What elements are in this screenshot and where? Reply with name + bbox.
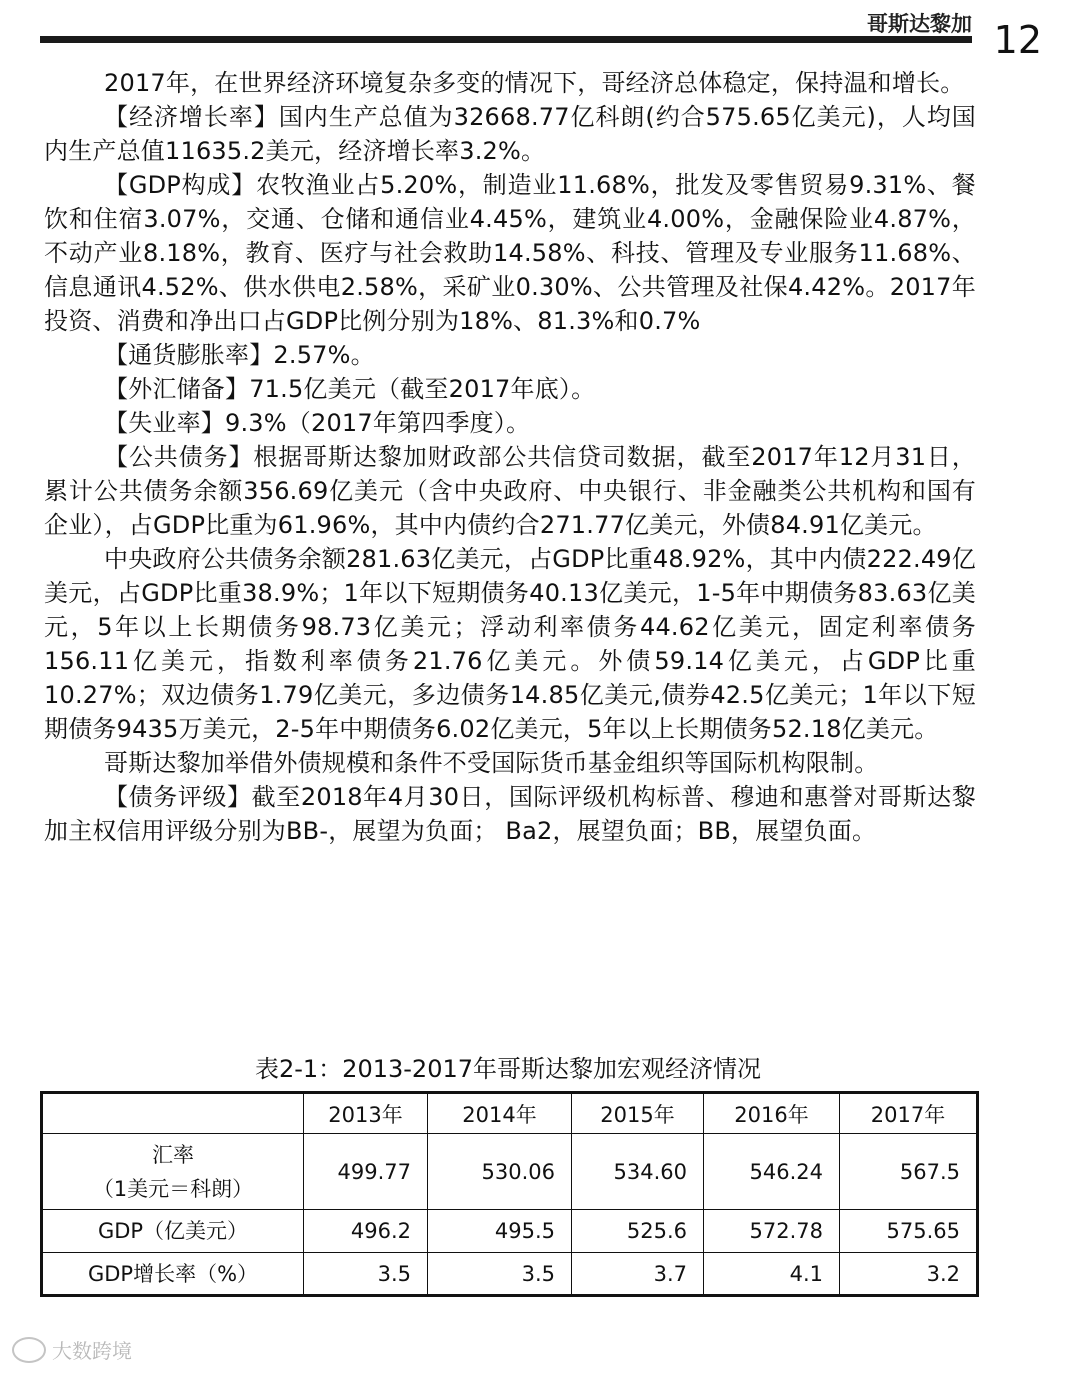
table-cell: 3.7: [572, 1253, 704, 1296]
page-number: 12: [993, 18, 1042, 62]
row-label: GDP（亿美元）: [42, 1210, 304, 1253]
row-label: [42, 1134, 304, 1210]
table-cell: 530.06: [428, 1134, 572, 1210]
table-row-gdp-growth: [42, 1253, 978, 1296]
table-cell: 3.5: [304, 1253, 428, 1296]
table-header-cell: 2014年: [428, 1093, 572, 1134]
body-text: [44, 66, 976, 848]
table-cell: 546.24: [704, 1134, 840, 1210]
paragraph-central-gov-debt: 中央政府公共债务余额281.63亿美元，占GDP比重48.92%，其中内债222.49亿美元，占GDP比重38.9%；1年以下短期债务40.13亿美元，1-5年中期债务83.63亿美元，5年以上长期债务98.73亿美元；浮动利率债务44.62亿美元，固定利率债务156.11亿美元，指数利率债务21.76亿美元。外债59.14亿美元，占GDP比重10.27%；双边债务1.79亿美元，多边债务14.85亿美元,债券42.5亿美元；1年以下短期债务9435万美元，2-5年中期债务6.02亿美元，5年以上长期债务52.18亿美元。: [44, 545, 976, 743]
paragraph-growth-rate: 【经济增长率】国内生产总值为32668.77亿科朗(约合575.65亿美元)，人均国内生产总值11635.2美元，经济增长率3.2%。: [44, 103, 976, 165]
table-cell: 3.5: [428, 1253, 572, 1296]
table-cell: 495.5: [428, 1210, 572, 1253]
row-label: GDP增长率（%）: [42, 1253, 304, 1296]
paragraph-fx-reserves: 【外汇储备】71.5亿美元（截至2017年底）。: [104, 375, 596, 403]
table-cell: 4.1: [704, 1253, 840, 1296]
table-cell: 499.77: [304, 1134, 428, 1210]
running-header-title: 哥斯达黎加: [867, 12, 972, 36]
table-row-gdp: [42, 1210, 978, 1253]
header-rule: [40, 36, 972, 43]
table-cell: 567.5: [840, 1134, 978, 1210]
watermark: [12, 1335, 132, 1364]
table-cell: 572.78: [704, 1210, 840, 1253]
table-row-exchange-rate: [42, 1134, 978, 1210]
table-header-cell: 2016年: [704, 1093, 840, 1134]
paragraph-external-debt-limits: 哥斯达黎加举借外债规模和条件不受国际货币基金组织等国际机构限制。: [104, 749, 879, 777]
table-header-row: [42, 1093, 978, 1134]
weibo-logo-icon: [12, 1337, 46, 1363]
table-header-cell: 2013年: [304, 1093, 428, 1134]
table-header-cell: 2015年: [572, 1093, 704, 1134]
paragraph-gdp-composition: 【GDP构成】农牧渔业占5.20%，制造业11.68%，批发及零售贸易9.31%、餐饮和住宿3.07%，交通、仓储和通信业4.45%，建筑业4.00%，金融保险业4.87%，不动产业8.18%，教育、医疗与社会救助14.58%、科技、管理及专业服务11.68%、信息通讯4.52%、供水供电2.58%，采矿业0.30%、公共管理及社保4.42%。2017年投资、消费和净出口占GDP比例分别为18%、81.3%和0.7%: [44, 171, 976, 335]
table-cell: 525.6: [572, 1210, 704, 1253]
macro-economy-table: [40, 1091, 979, 1297]
paragraph-unemployment: 【失业率】9.3%（2017年第四季度）。: [104, 409, 531, 437]
table-header-cell: 2017年: [840, 1093, 978, 1134]
table-cell: 534.60: [572, 1134, 704, 1210]
table-cell: 496.2: [304, 1210, 428, 1253]
paragraph-debt-rating: 【债务评级】截至2018年4月30日，国际评级机构标普、穆迪和惠誉对哥斯达黎加主权信用评级分别为BB-，展望为负面； Ba2，展望负面；BB，展望负面。: [44, 783, 976, 845]
table-header-cell: [42, 1093, 304, 1134]
row-label-line: （1美元＝科朗）: [92, 1176, 254, 1201]
paragraph-intro: 2017年，在世界经济环境复杂多变的情况下，哥经济总体稳定，保持温和增长。: [104, 69, 965, 97]
table-cell: 575.65: [840, 1210, 978, 1253]
paragraph-public-debt: 【公共债务】根据哥斯达黎加财政部公共信贷司数据，截至2017年12月31日，累计公共债务余额356.69亿美元（含中央政府、中央银行、非金融类公共机构和国有企业），占GDP比重为61.96%，其中内债约合271.77亿美元，外债84.91亿美元。: [44, 443, 976, 539]
row-label-line: 汇率: [152, 1142, 194, 1167]
table-cell: 3.2: [840, 1253, 978, 1296]
paragraph-inflation: 【通货膨胀率】2.57%。: [104, 341, 375, 369]
table-caption: 表2-1：2013-2017年哥斯达黎加宏观经济情况: [254, 1055, 761, 1083]
watermark-text: 大数跨境: [52, 1339, 132, 1363]
